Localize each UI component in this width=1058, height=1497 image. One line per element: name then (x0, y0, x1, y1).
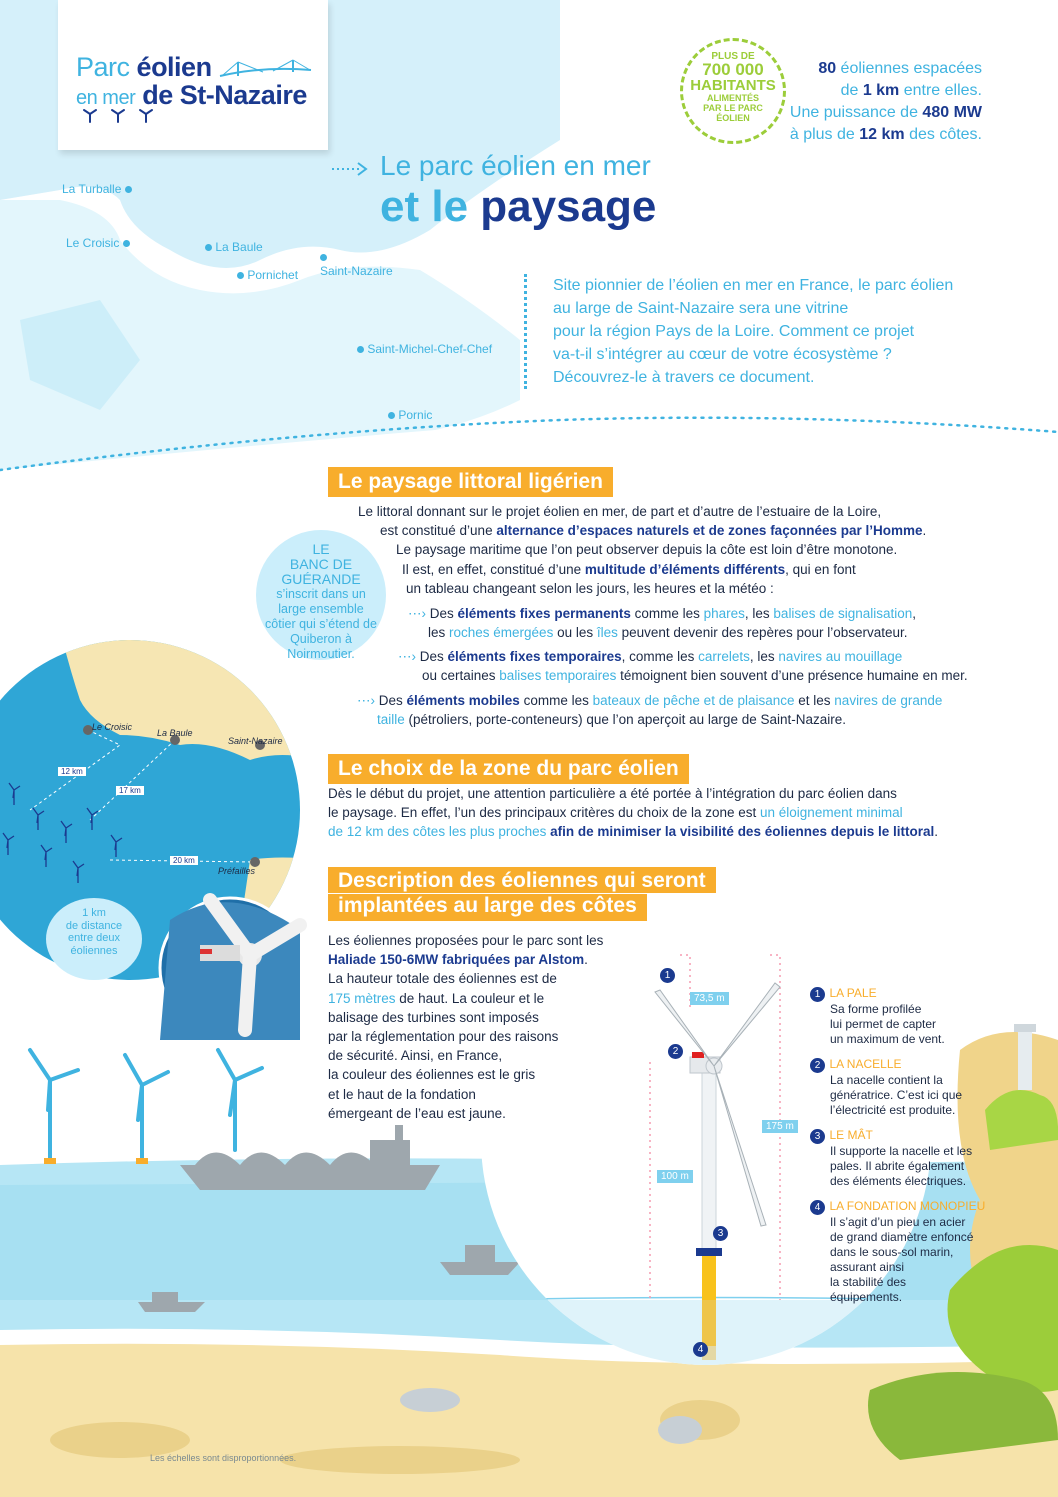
measure-blade-length: 73,5 m (690, 992, 729, 1005)
logo-line-1 (76, 52, 212, 83)
map-label-croisic: Le Croisic (92, 722, 133, 732)
turbines-icon (82, 106, 162, 126)
town-dot (205, 244, 212, 251)
bullet-arrow-icon: ⋯› (408, 606, 430, 621)
town-pornichet: Pornichet (237, 268, 298, 282)
bullet-fixed-permanent: ⋯› Des éléments fixes permanents comme les phares, les balises de signalisation, les roches émergées ou les îles peuvent devenir des repères pour l’observateur. (408, 606, 917, 641)
logo-eolien: éolien (136, 52, 212, 82)
section-turbines-text: Les éoliennes proposées pour le parc sont les Haliade 150-6MW fabriquées par Alstom. La hauteur totale des éoliennes est de 175 mètres de haut. La couleur et le balisage des turbines sont imposés par la réglementation pour des raisons de sécurité. Ainsi, en France, la couleur des éoliennes est le gris et le haut de la fondation émergeant de l’eau est jaune. (328, 933, 604, 1121)
map-distance-17km: 17 km (116, 786, 144, 795)
section-heading-littoral: Le paysage littoral ligérien (325, 464, 616, 500)
town-saint-nazaire: Saint-Nazaire (320, 250, 393, 278)
measure-hub-height: 100 m (657, 1170, 693, 1183)
town-le-croisic: Le Croisic (66, 236, 130, 250)
section-heading-turbines-1: Description des éoliennes qui seront (325, 864, 719, 893)
measure-total-height: 175 m (762, 1120, 798, 1133)
town-pornic: Pornic (388, 408, 432, 422)
key-figures: 80 éoliennes espacées de 1 km entre elles. Une puissance de 480 MW à plus de 12 km des côtes. (789, 60, 982, 143)
legend-item-blade: 1 LA PALE Sa forme profilée lui permet de capter un maximum de vent. (810, 984, 990, 1047)
page-title-line-2: et le paysage (380, 182, 657, 231)
bullet-arrow-icon: ⋯› (357, 693, 379, 708)
banc-de-guerande-callout: LE BANC DE GUÉRANDE s’inscrit dans un large ensemble côtier qui s’étend de Quiberon à Noirmoutier. (256, 530, 386, 660)
town-saint-michel-chef-chef: Saint-Michel-Chef-Chef (357, 342, 492, 356)
title-arrow-icon (330, 160, 372, 178)
town-la-baule: La Baule (205, 240, 263, 254)
intro-text: Site pionnier de l’éolien en mer en France, le parc éolien au large de Saint-Nazaire sera une vitrine pour la région Pays de la Loire. Comment ce projet va-t-il s’intégrer au cœur de votre écosystème ? Découvrez-le à travers ce document. (524, 274, 953, 389)
distance-callout: 1 km de distance entre deux éoliennes (46, 898, 142, 980)
turbine-legend (810, 984, 990, 1305)
footnote: Les échelles sont disproportionnées. (150, 1453, 297, 1463)
logo-parc: Parc (76, 52, 130, 82)
town-dot (237, 272, 244, 279)
marker-3: 3 (713, 1226, 728, 1241)
section-zone-text: Dès le début du projet, une attention particulière a été portée à l’intégration du parc éolien dans le paysage. En effet, l’un des principaux critères du choix de la zone est un éloignement minimal de 12 km des côtes les plus proches afin de minimiser la visibilité des éoliennes depuis le littoral. (328, 786, 939, 840)
town-dot (357, 346, 364, 353)
bullet-mobile: ⋯› Des éléments mobiles comme les bateaux de pêche et de plaisance et les navires de grande taille (pétroliers, porte-conteneurs) que l’on aperçoit au large de Saint-Nazaire. (357, 693, 943, 728)
logo (58, 0, 328, 150)
legend-item-foundation: 4 LA FONDATION MONOPIEU Il s’agit d’un pieu en acier de grand diamètre enfoncé dans le sous-sol marin, assurant ainsi la stabilité des équipements. (810, 1197, 990, 1305)
legend-item-nacelle: 2 LA NACELLE La nacelle contient la génératrice. C’est ici que l’électricité est produite. (810, 1055, 990, 1118)
logo-de: de (142, 80, 173, 110)
section-littoral-text: Le littoral donnant sur le projet éolien en mer, de part et d’autre de l’estuaire de la Loire, est constitué d’une alternance d’espaces naturels et de zones façonnées par l’Homme. Le paysage maritime que l’on peut observer depuis la côte est loin d’être monotone. Il est, en effet, constitué d’une multitude d’éléments différents, qui en font un tableau changeant selon les jours, les heures et la météo : (358, 504, 927, 596)
section-heading-turbines-2: implantées au large des côtes (325, 894, 650, 924)
marker-4: 4 (693, 1342, 708, 1357)
section-heading-zone-choice: Le choix de la zone du parc éolien (325, 751, 692, 787)
town-dot (320, 254, 327, 261)
town-dot (123, 240, 130, 247)
bridge-icon (218, 58, 313, 80)
bullet-fixed-temporary: ⋯› Des éléments fixes temporaires, comme les carrelets, les navires au mouillage ou certaines balises temporaires témoignent bien souvent d’une présence humaine en mer. (398, 649, 968, 684)
inhabitants-badge: PLUS DE 700 000 HABITANTS ALIMENTÉS PAR LE PARC ÉOLIEN (680, 38, 786, 144)
town-la-turballe: La Turballe (62, 182, 132, 196)
map-label-nazaire: Saint-Nazaire (228, 736, 283, 746)
logo-st-nazaire: St-Nazaire (179, 80, 307, 110)
town-dot (388, 412, 395, 419)
bullet-arrow-icon: ⋯› (398, 649, 420, 664)
town-dot (125, 186, 132, 193)
map-distance-20km: 20 km (170, 856, 198, 865)
map-label-baule: La Baule (157, 728, 193, 738)
map-distance-12km: 12 km (58, 767, 86, 776)
legend-item-mast: 3 LE MÂT Il supporte la nacelle et les pales. Il abrite également des éléments électriques. (810, 1126, 990, 1189)
page-title-line-1: Le parc éolien en mer (380, 150, 651, 181)
logo-en-mer: en mer (76, 87, 136, 109)
marker-1: 1 (660, 968, 675, 983)
marker-2: 2 (668, 1044, 683, 1059)
map-label-prefailles: Préfailles (218, 866, 256, 876)
